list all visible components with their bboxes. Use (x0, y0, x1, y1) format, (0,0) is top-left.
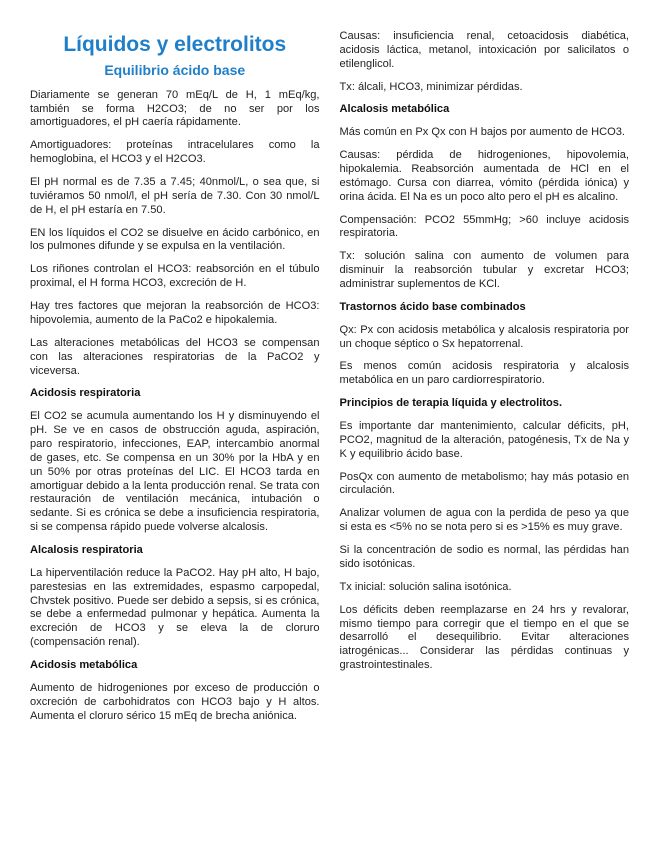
left-column (30, 32, 320, 848)
document-subtitle: Equilibrio ácido base (104, 62, 246, 79)
paragraph: Qx: Px con acidosis metabólica y alcalosis respiratoria por un choque séptico o Sx hepatorrenal. (339, 323, 629, 350)
right-column-body (340, 30, 630, 673)
paragraph: PosQx con aumento de metabolismo; hay más potasio en circulación. (339, 470, 629, 497)
paragraph: Compensación: PCO2 55mmHg; >60 incluye acidosis respiratoria. (339, 213, 629, 240)
left-column-body (30, 89, 320, 724)
paragraph: Aumento de hidrogeniones por exceso de producción o oxcreción de carbohidratos con HCO3 bajo y H altos. Aumenta el cloruro sérico 15 mEq de brecha aniónica. (30, 681, 320, 722)
paragraph: Causas: pérdida de hidrogeniones, hipovolemia, hipokalemia. Reabsorción aumentada de HCl en el estómago. Cursa con diarrea, vómito (pérdida iónica) y orina ácida. El Na es un poco alto pero el pH es alcalino. (339, 149, 629, 203)
paragraph: Tx inicial: solución salina isotónica. (339, 580, 512, 593)
paragraph: EN los líquidos el CO2 se disuelve en ácido carbónico, en los pulmones difunde y se expulsa en la ventilación. (30, 226, 320, 253)
paragraph: Es menos común acidosis respiratoria y alcalosis metabólica en un paro cardiorrespiratorio. (339, 360, 629, 387)
paragraph: El CO2 se acumula aumentando los H y disminuyendo el pH. Se ve en casos de obstrucción aguda, aspiración, paro respiratorio, infecciones, EAP, intercambio anormal de gases, etc. Se compensa en un 30% por la HbA y en un 50% por otras proteínas del LIC. El HCO3 tarda en amortiguar debido a la lenta producción renal. Se trata con restauración de ventilación mecánica, intubación o sedante. Si es crónica se debe a insuficiencia respiratoria, si se compensa rápido puede volverse alcalosis. (30, 410, 320, 534)
paragraph: El pH normal es de 7.35 a 7.45; 40nmol/L, o sea que, si tuviéramos 50 nmol/l, el pH sería de 7.30. Con 30 nmol/L de H, el pH estaría en 7.50. (30, 176, 320, 216)
section-heading: Acidosis respiratoria (30, 387, 141, 400)
paragraph: Tx: solución salina con aumento de volumen para disminuir la reabsorción tubular y excretar HCO3; administrar suplementos de KCl. (339, 250, 629, 291)
section-heading: Alcalosis respiratoria (30, 543, 143, 556)
paragraph: Hay tres factores que mejoran la reabsorción de HCO3: hipovolemia, aumento de la PaCo2 e hipokalemia. (30, 300, 320, 326)
paragraph: Más común en Px Qx con H bajos por aumento de HCO3. (339, 126, 625, 139)
paragraph: Si la concentración de sodio es normal, las pérdidas han sido isotónicas. (339, 544, 629, 570)
paragraph: Diariamente se generan 70 mEq/L de H, 1 mEq/kg, también se forma H2CO3; de no ser por los amortiguadores, el pH caería rápidamente. (30, 88, 320, 129)
paragraph: Los déficits deben reemplazarse en 24 hrs y revalorar, mismo tiempo para corregir que el tiempo en el que se desarrolló el desequilibrio. Evitar alteraciones iatrogénicas... Considerar las pérdidas continuas y grastrointestinales. (339, 603, 629, 672)
right-column (340, 30, 630, 848)
paragraph: La hiperventilación reduce la PaCO2. Hay pH alto, H bajo, parestesias en las extremidades, espasmo carpopedal, Chvstek positivo. Puede ser debido a sepsis, si es crónica, se debe a enfermedad pulmonar y hepática. Aumenta la excreción de HCO3 y se eleva la de cloruro (compensación renal). (30, 566, 320, 649)
section-heading: Principios de terapia líquida y electrolitos. (339, 397, 563, 410)
section-heading: Acidosis metabólica (30, 658, 138, 671)
paragraph: Causas: insuficiencia renal, cetoacidosis diabética, acidosis láctica, metanol, intoxicación por salicilatos o etilenglicol. (339, 30, 629, 70)
paragraph: Amortiguadores: proteínas intracelulares como la hemoglobina, el HCO3 y el H2CO3. (30, 139, 320, 166)
paragraph: Las alteraciones metabólicas del HCO3 se compensan con las alteraciones respiratorias de la PaCO2 y viceversa. (30, 336, 320, 377)
paragraph: Los riñones controlan el HCO3: reabsorción en el túbulo proximal, el H forma HCO3, excreción de H. (30, 263, 320, 290)
document-title: Líquidos y electrolitos (63, 33, 287, 56)
paragraph: Analizar volumen de agua con la perdida de peso ya que si esta es <5% no se nota pero si es >15% es muy grave. (339, 507, 629, 534)
paragraph: Tx: álcali, HCO3, minimizar pérdidas. (339, 80, 523, 93)
section-heading: Alcalosis metabólica (339, 103, 450, 116)
section-heading: Trastornos ácido base combinados (339, 300, 526, 313)
paragraph: Es importante dar mantenimiento, calcular déficits, pH, PCO2, magnitud de la alteración, patogénesis, Tx de Na y K y equilibrio ácido base. (339, 420, 629, 460)
